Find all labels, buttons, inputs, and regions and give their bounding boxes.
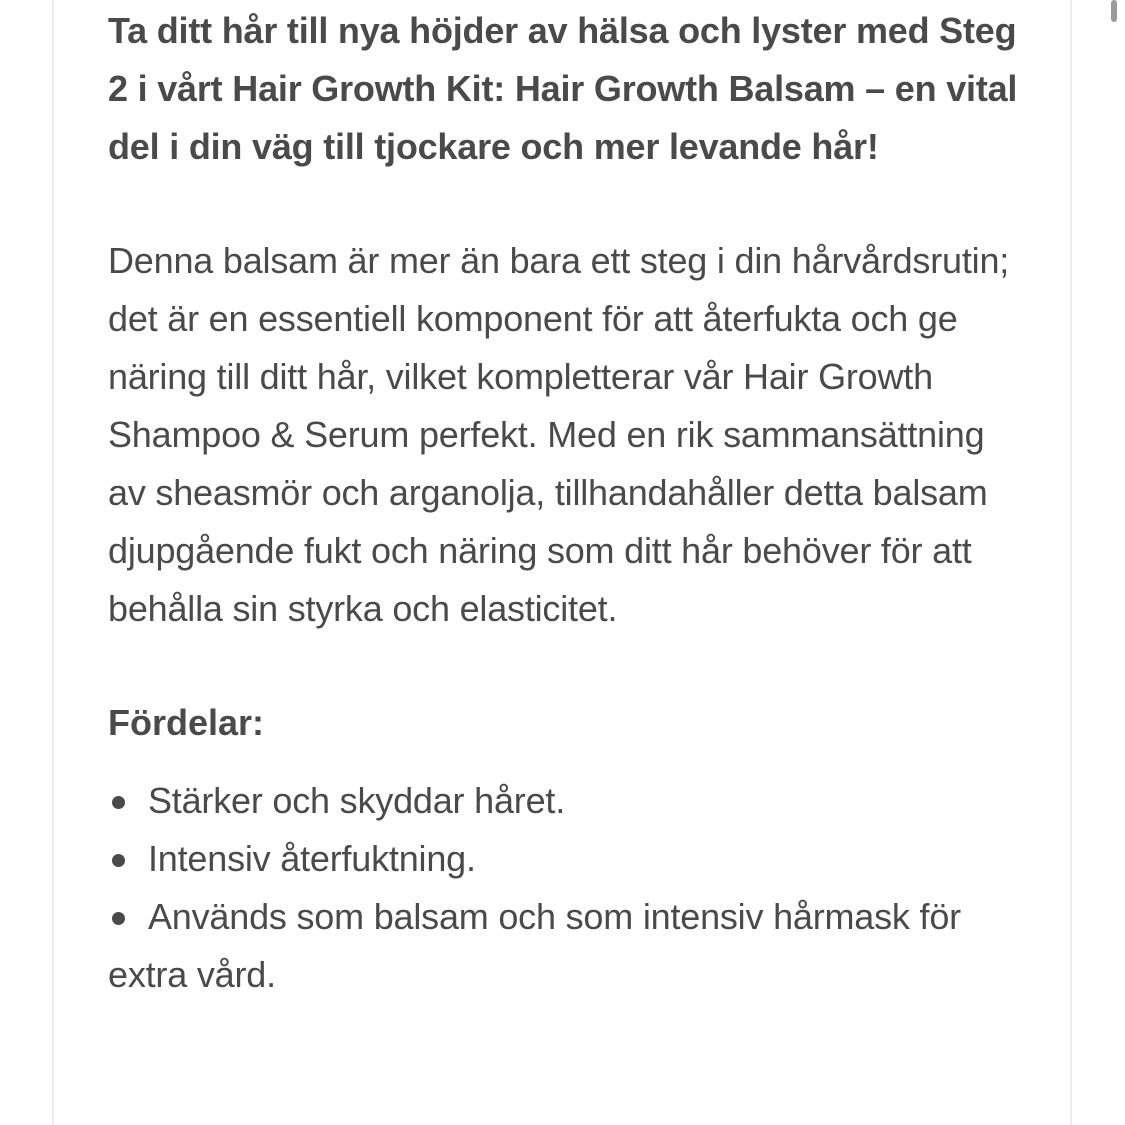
bullet-icon xyxy=(112,854,125,867)
benefit-text: Används som balsam och som intensiv hårmask för extra vård. xyxy=(108,896,961,995)
scrollbar-thumb[interactable] xyxy=(1111,0,1117,22)
content-border-right xyxy=(1070,0,1072,1125)
content-border-left xyxy=(52,0,54,1125)
benefits-heading: Fördelar: xyxy=(108,702,265,743)
list-item xyxy=(108,772,1028,830)
description-paragraph: Denna balsam är mer än bara ett steg i din hårvårdsrutin; det är en essentiell komponent för att återfukta och ge näring till ditt hår, vilket kompletterar vår Hair Growth Shampoo & Serum perfekt. Med en rik sammansättning av sheasmör och arganolja, tillhandahåller detta balsam djupgående fukt och näring som ditt hår behöver för att behålla sin styrka och elasticitet. xyxy=(108,240,1010,629)
list-item xyxy=(108,888,1028,1004)
benefits-list xyxy=(108,772,1028,1004)
product-description xyxy=(108,0,1028,1004)
benefit-text: Stärker och skyddar håret. xyxy=(148,780,565,821)
bullet-icon xyxy=(112,912,125,925)
intro-paragraph: Ta ditt hår till nya höjder av hälsa och lyster med Steg 2 i vårt Hair Growth Kit: Hair Growth Balsam – en vital del i din väg till tjockare och mer levande hår! xyxy=(108,10,1018,167)
benefit-text: Intensiv återfuktning. xyxy=(148,838,476,879)
list-item xyxy=(108,830,1028,888)
bullet-icon xyxy=(112,796,125,809)
